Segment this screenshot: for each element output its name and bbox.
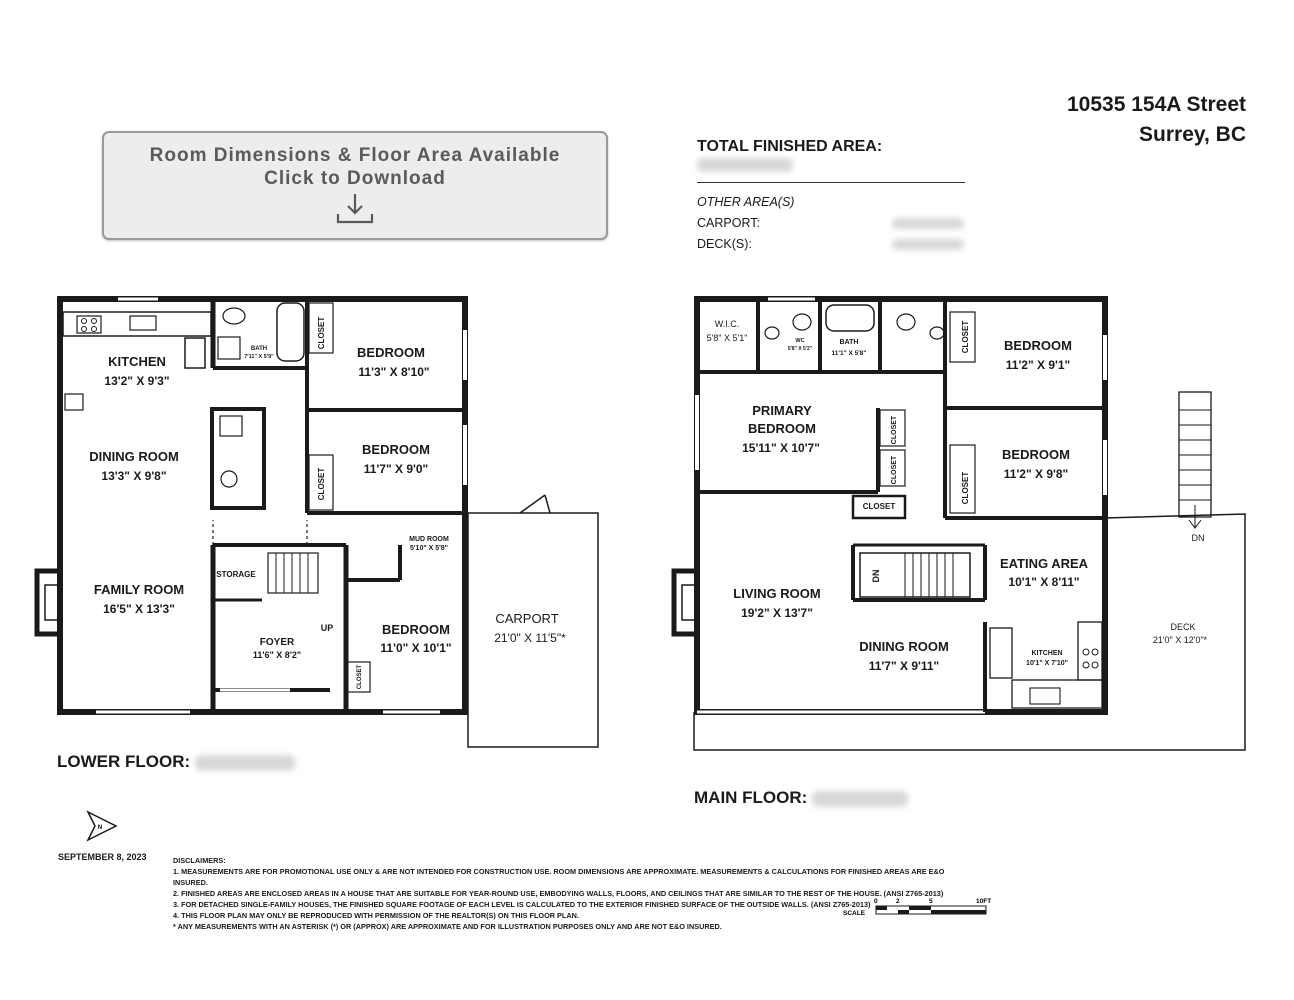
deck-area-label: DECK(S): [697,237,752,251]
lower-bedroom2-dims: 11'7" X 9'0" [363,462,429,476]
north-arrow-icon [88,812,116,840]
lower-family-name: FAMILY ROOM [93,582,185,597]
lower-bedroom1-name: BEDROOM [357,345,425,360]
total-area-label: TOTAL FINISHED AREA: [697,138,883,155]
main-wic-name: W.I.C. [714,319,740,329]
main-eating-name: EATING AREA [999,556,1089,571]
other-areas-label: OTHER AREA(S) [697,195,795,209]
scale-label: SCALE [843,910,866,917]
main-bedroom1-dims: 11'2" X 9'1" [1005,358,1071,372]
address-street: 10535 154A Street [1066,93,1246,116]
disclaimer-item: 2. FINISHED AREAS ARE ENCLOSED AREAS IN A HOUSE THAT ARE SUITABLE FOR YEAR-ROUND USE, EMBODYING WALLS, FLOORS, AND CEILINGS THAT ARE SIMILAR TO THE REST OF THE HOUSE. (ANSI Z765-2013) [173,889,944,898]
carport-name: CARPORT [495,611,559,626]
lower-kitchen-dims: 13'2" X 9'3" [104,374,170,388]
main-closet-3: CLOSET [961,471,970,505]
main-stair-dn: DN [871,569,881,583]
lower-bath-name: BATH [250,346,268,352]
main-primary-dims: 15'11" X 10'7" [742,441,820,455]
main-living-dims: 19'2" X 13'7" [741,606,813,620]
carport-area-label: CARPORT: [697,216,760,230]
main-kitchen-name: KITCHEN [1031,650,1063,657]
main-floor-area-blurred [812,791,908,807]
scale-tick-0: 0 [874,898,878,905]
lower-storage-name: STORAGE [216,570,256,579]
disclaimers [173,855,973,932]
disclaimer-item: 4. THIS FLOOR PLAN MAY ONLY BE REPRODUCED WITH PERMISSION OF THE REALTOR(S) ON THIS FLOOR PLAN. [173,911,579,920]
main-primary-name2: BEDROOM [748,421,816,436]
main-deck-name: DECK [1170,622,1196,632]
address-city: Surrey, BC [1139,123,1246,146]
disclaimer-item: 1. MEASUREMENTS ARE FOR PROMOTIONAL USE ONLY & ARE NOT INTENDED FOR CONSTRUCTION USE. ROOM DIMENSIONS ARE APPROXIMATE. MEASUREMENTS & CALCULATIONS FOR FINISHED AREAS ARE E&O INSURED. [173,867,945,887]
lower-dining-dims: 13'3" X 9'8" [101,469,167,483]
plan-date: SEPTEMBER 8, 2023 [58,852,147,862]
lower-closet-1: CLOSET [317,316,326,350]
main-closet-5: CLOSET [891,455,898,485]
lower-floor-label: LOWER FLOOR: [57,752,191,771]
main-eating-dims: 10'1" X 8'11" [1008,575,1080,589]
main-bedroom1-name: BEDROOM [1004,338,1072,353]
lower-up-label: UP [320,623,334,633]
disclaimer-item: 3. FOR DETACHED SINGLE-FAMILY HOUSES, THE FINISHED SQUARE FOOTAGE OF EACH LEVEL IS CALCULATED TO THE EXTERIOR FINISHED SURFACE OF THE OUTSIDE WALLS. (ANSI Z765-2013) [173,900,871,909]
scale-tick-5: 5 [929,898,933,905]
lower-bedroom3-name: BEDROOM [382,622,450,637]
lower-mudroom-name: MUD ROOM [409,536,449,543]
main-bath-dims: 11'1" X 5'8" [831,350,867,357]
download-button-title: Room Dimensions & Floor Area Available [149,145,561,166]
lower-bedroom1-dims: 11'3" X 8'10" [358,365,430,379]
main-primary-name1: PRIMARY [752,403,812,418]
carport-dims: 21'0" X 11'5"* [494,631,566,645]
lower-foyer-dims: 11'6" X 8'2" [252,650,302,660]
main-dining-name: DINING ROOM [859,639,949,654]
main-kitchen-dims: 10'1" X 7'10" [1026,660,1068,667]
lower-bath-dims: 7'11" X 5'9" [244,354,274,360]
lower-dining-name: DINING ROOM [89,449,179,464]
lower-closet-2: CLOSET [317,467,326,501]
lower-bedroom3-dims: 11'0" X 10'1" [380,641,452,655]
main-dining-dims: 11'7" X 9'11" [868,659,940,673]
main-living-name: LIVING ROOM [733,586,821,601]
main-wc-name: WC [795,338,805,344]
main-closet-4: CLOSET [891,415,898,445]
lower-kitchen-name: KITCHEN [108,354,166,369]
main-wc-dims: 5'8" X 5'2" [787,346,813,352]
download-button-subtitle: Click to Download [264,168,446,189]
lower-floor-area-blurred [195,755,295,771]
main-closet-2: CLOSET [961,320,970,354]
main-bath-name: BATH [839,339,859,346]
disclaimers-title: DISCLAIMERS: [173,856,226,865]
main-deck-dims: 21'0" X 12'0"* [1152,635,1208,645]
north-label: N [97,825,103,831]
main-bedroom2-name: BEDROOM [1002,447,1070,462]
lower-closet-3: CLOSET [357,664,363,690]
lower-bedroom2-name: BEDROOM [362,442,430,457]
main-wic-dims: 5'8" X 5'1" [706,333,748,343]
main-floor-plan [674,297,1245,750]
main-deck-stair-dn: DN [1191,533,1205,543]
main-bedroom2-dims: 11'2" X 9'8" [1003,467,1069,481]
disclaimer-item: * ANY MEASUREMENTS WITH AN ASTERISK (*) OR (APPROX) ARE APPROXIMATE AND FOR ILLUSTRATION PURPOSES ONLY AND ARE NOT E&O INSURED. [173,922,722,931]
scale-tick-10: 10FT [976,898,992,905]
lower-foyer-name: FOYER [259,637,295,648]
main-floor-area-row [694,788,908,808]
main-floor-label: MAIN FLOOR: [694,788,808,807]
lower-mudroom-dims: 5'10" X 5'8" [410,545,448,552]
lower-floor-area-row [57,752,295,772]
main-closet-label: CLOSET [862,502,896,511]
scale-tick-2: 2 [896,898,900,905]
lower-family-dims: 16'5" X 13'3" [103,602,175,616]
